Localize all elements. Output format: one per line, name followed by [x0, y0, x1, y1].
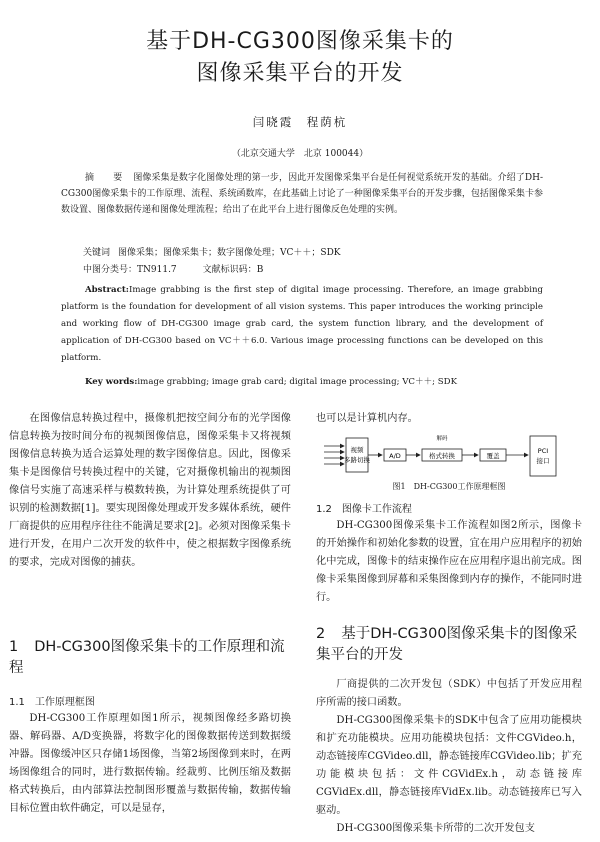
keywords-cn-label: 关键词	[83, 248, 111, 258]
section-1-title: DH-CG300图像采集卡的工作原理和流程	[9, 639, 285, 676]
right-cont	[316, 410, 582, 428]
fig-label-switch: 多路切换	[344, 456, 370, 464]
abstract-cn-label: 摘 要	[85, 173, 128, 183]
fig-label-pci2: 接口	[536, 457, 550, 465]
fig-label-ad: A/D	[389, 452, 401, 460]
right-para-2	[316, 676, 582, 842]
para-1-2: DH-CG300图像采集卡工作流程如图2所示，图像卡的开始操作和初始化参数的设置，宜在用户应用程序的初始化中完成，图像卡的结束操作应在应用程序退出前完成。图像卡采集图像到屏幕和采集图像到内存的操作，不能同时进行。	[316, 520, 582, 603]
fig-label-format: 格式转换	[429, 452, 455, 460]
abstract-en	[61, 282, 543, 367]
doc-value: B	[256, 265, 264, 275]
para-2-a: 厂商提供的二次开发包（SDK）中包括了开发应用程序所需的接口函数。	[316, 679, 582, 708]
section-1-num: 1	[9, 639, 19, 655]
para-2-b: DH-CG300图像采集卡的SDK中包含了应用功能模块和扩充功能模块。应用功能模块包括：文件CGVideo.h，动态链接库CGVideo.dll，静态链接库CGVideo.lib；扩充功能模块包括：文件CGVidEx.h，动态链接库CGVidEx.dll，静态链接库VidEx.lib。动态链接库已写入驱动。	[316, 715, 582, 816]
subsection-1-2: 1.2 图像卡工作流程	[316, 504, 412, 515]
right-para-12	[316, 517, 582, 607]
keywords-cn	[83, 245, 341, 261]
fig-label-overlay: 覆盖	[486, 452, 500, 460]
abstract-en-text: Image grabbing is the first step of digital image processing. Therefore, an image grabbing platform is the foundation for development of all vision systems. This paper introduces the working principle and working flow of DH-CG300 image grab card, the system function library, and the development of application of DH-CG300 based on VC＋＋6.0. Various image processing functions can be developed on this platform.	[61, 285, 543, 363]
affiliation: （北京交通大学 北京 100044）	[231, 149, 369, 159]
section-2-heading	[316, 624, 582, 666]
para-1-1: DH-CG300工作原理如图1所示，视频图像经多路切换器、解码器、A/D变换器，将数字化的图像数据传送到数据缓冲器。图像缓冲区只存储1场图像，当第2场图像到来时，在两场图像组合的同时，进行数据传输。经裁剪、比例压缩及数据格式转换后，由内部算法控制图形覆盖与数据传输，数据传输目标位置由软件确定，可以是显存，	[9, 713, 291, 814]
figure-1-block-diagram	[322, 432, 572, 480]
paper-title	[0, 26, 600, 90]
keywords-en-label: Key words:	[85, 377, 138, 387]
abstract-cn	[61, 170, 543, 218]
left-para-11	[9, 710, 291, 842]
title-line-2: 图像采集平台的开发	[196, 61, 404, 86]
class-label: 中图分类号：	[83, 265, 138, 275]
section-2-title: 基于DH-CG300图像采集卡的图像采集平台的开发	[316, 626, 578, 663]
pci-box	[530, 436, 556, 476]
intro-paragraph: 在图像信息转换过程中，摄像机把按空间分布的光学图像信息转换为按时间分布的视频图像信息，图像采集卡又将视频图像信息转换为适合运算处理的数字图像信息。因此，图像采集卡是图像信号转换过程中的关键，它对摄像机输出的视频图像信号实施了高速采样与模数转换，为计算处理系统提供了可识别的检测数据[1]。要实现图像处理或开发多媒体系统，硬件厂商提供的应用程序往往不能满足要求[2]。必须对图像采集卡进行开发，在用户二次开发的软件中，使之根据数字图像系统的要求，完成对图像的捕获。	[9, 413, 291, 568]
title-line-1: 基于DH-CG300图像采集卡的	[146, 29, 454, 54]
switch-box	[346, 438, 368, 472]
doc-label: 文献标识码：	[202, 265, 257, 275]
keywords-en-text: image grabbing; image grab card; digital image processing; VC＋＋; SDK	[137, 377, 457, 387]
authors: 闫晓霞 程荫杭	[252, 115, 348, 129]
fig-label-decoder: 解码	[436, 436, 448, 442]
classification	[83, 262, 263, 278]
abstract-en-label: Abstract:	[85, 285, 129, 295]
keywords-en	[85, 375, 457, 387]
section-1-heading	[9, 637, 291, 679]
class-value: TN911.7	[137, 265, 177, 275]
figure-1-caption: 图1 DH-CG300工作原理框图	[392, 482, 506, 491]
keywords-cn-text: 图像采集；图像采集卡；数字图像处理；VC＋＋；SDK	[118, 248, 341, 258]
left-intro	[9, 410, 291, 572]
continuation-text: 也可以是计算机内存。	[316, 413, 418, 424]
section-2-num: 2	[316, 626, 326, 642]
fig-label-video: 视频	[350, 446, 364, 454]
fig-label-pci1: PCI	[537, 447, 549, 455]
para-2-c: DH-CG300图像采集卡所带的二次开发包支	[336, 823, 535, 834]
abstract-cn-text: 图像采集是数字化图像处理的第一步，因此开发图像采集平台是任何视觉系统开发的基础。介绍了DH-CG300图像采集卡的工作原理、流程、系统函数库，在此基础上讨论了一种图像采集平台的开发步骤，包括图像采集卡参数设置、图像数据传递和图像处理流程；给出了在此平台上进行图像反色处理的实例。	[61, 173, 543, 215]
subsection-1-1: 1.1 工作原理框图	[9, 697, 95, 708]
